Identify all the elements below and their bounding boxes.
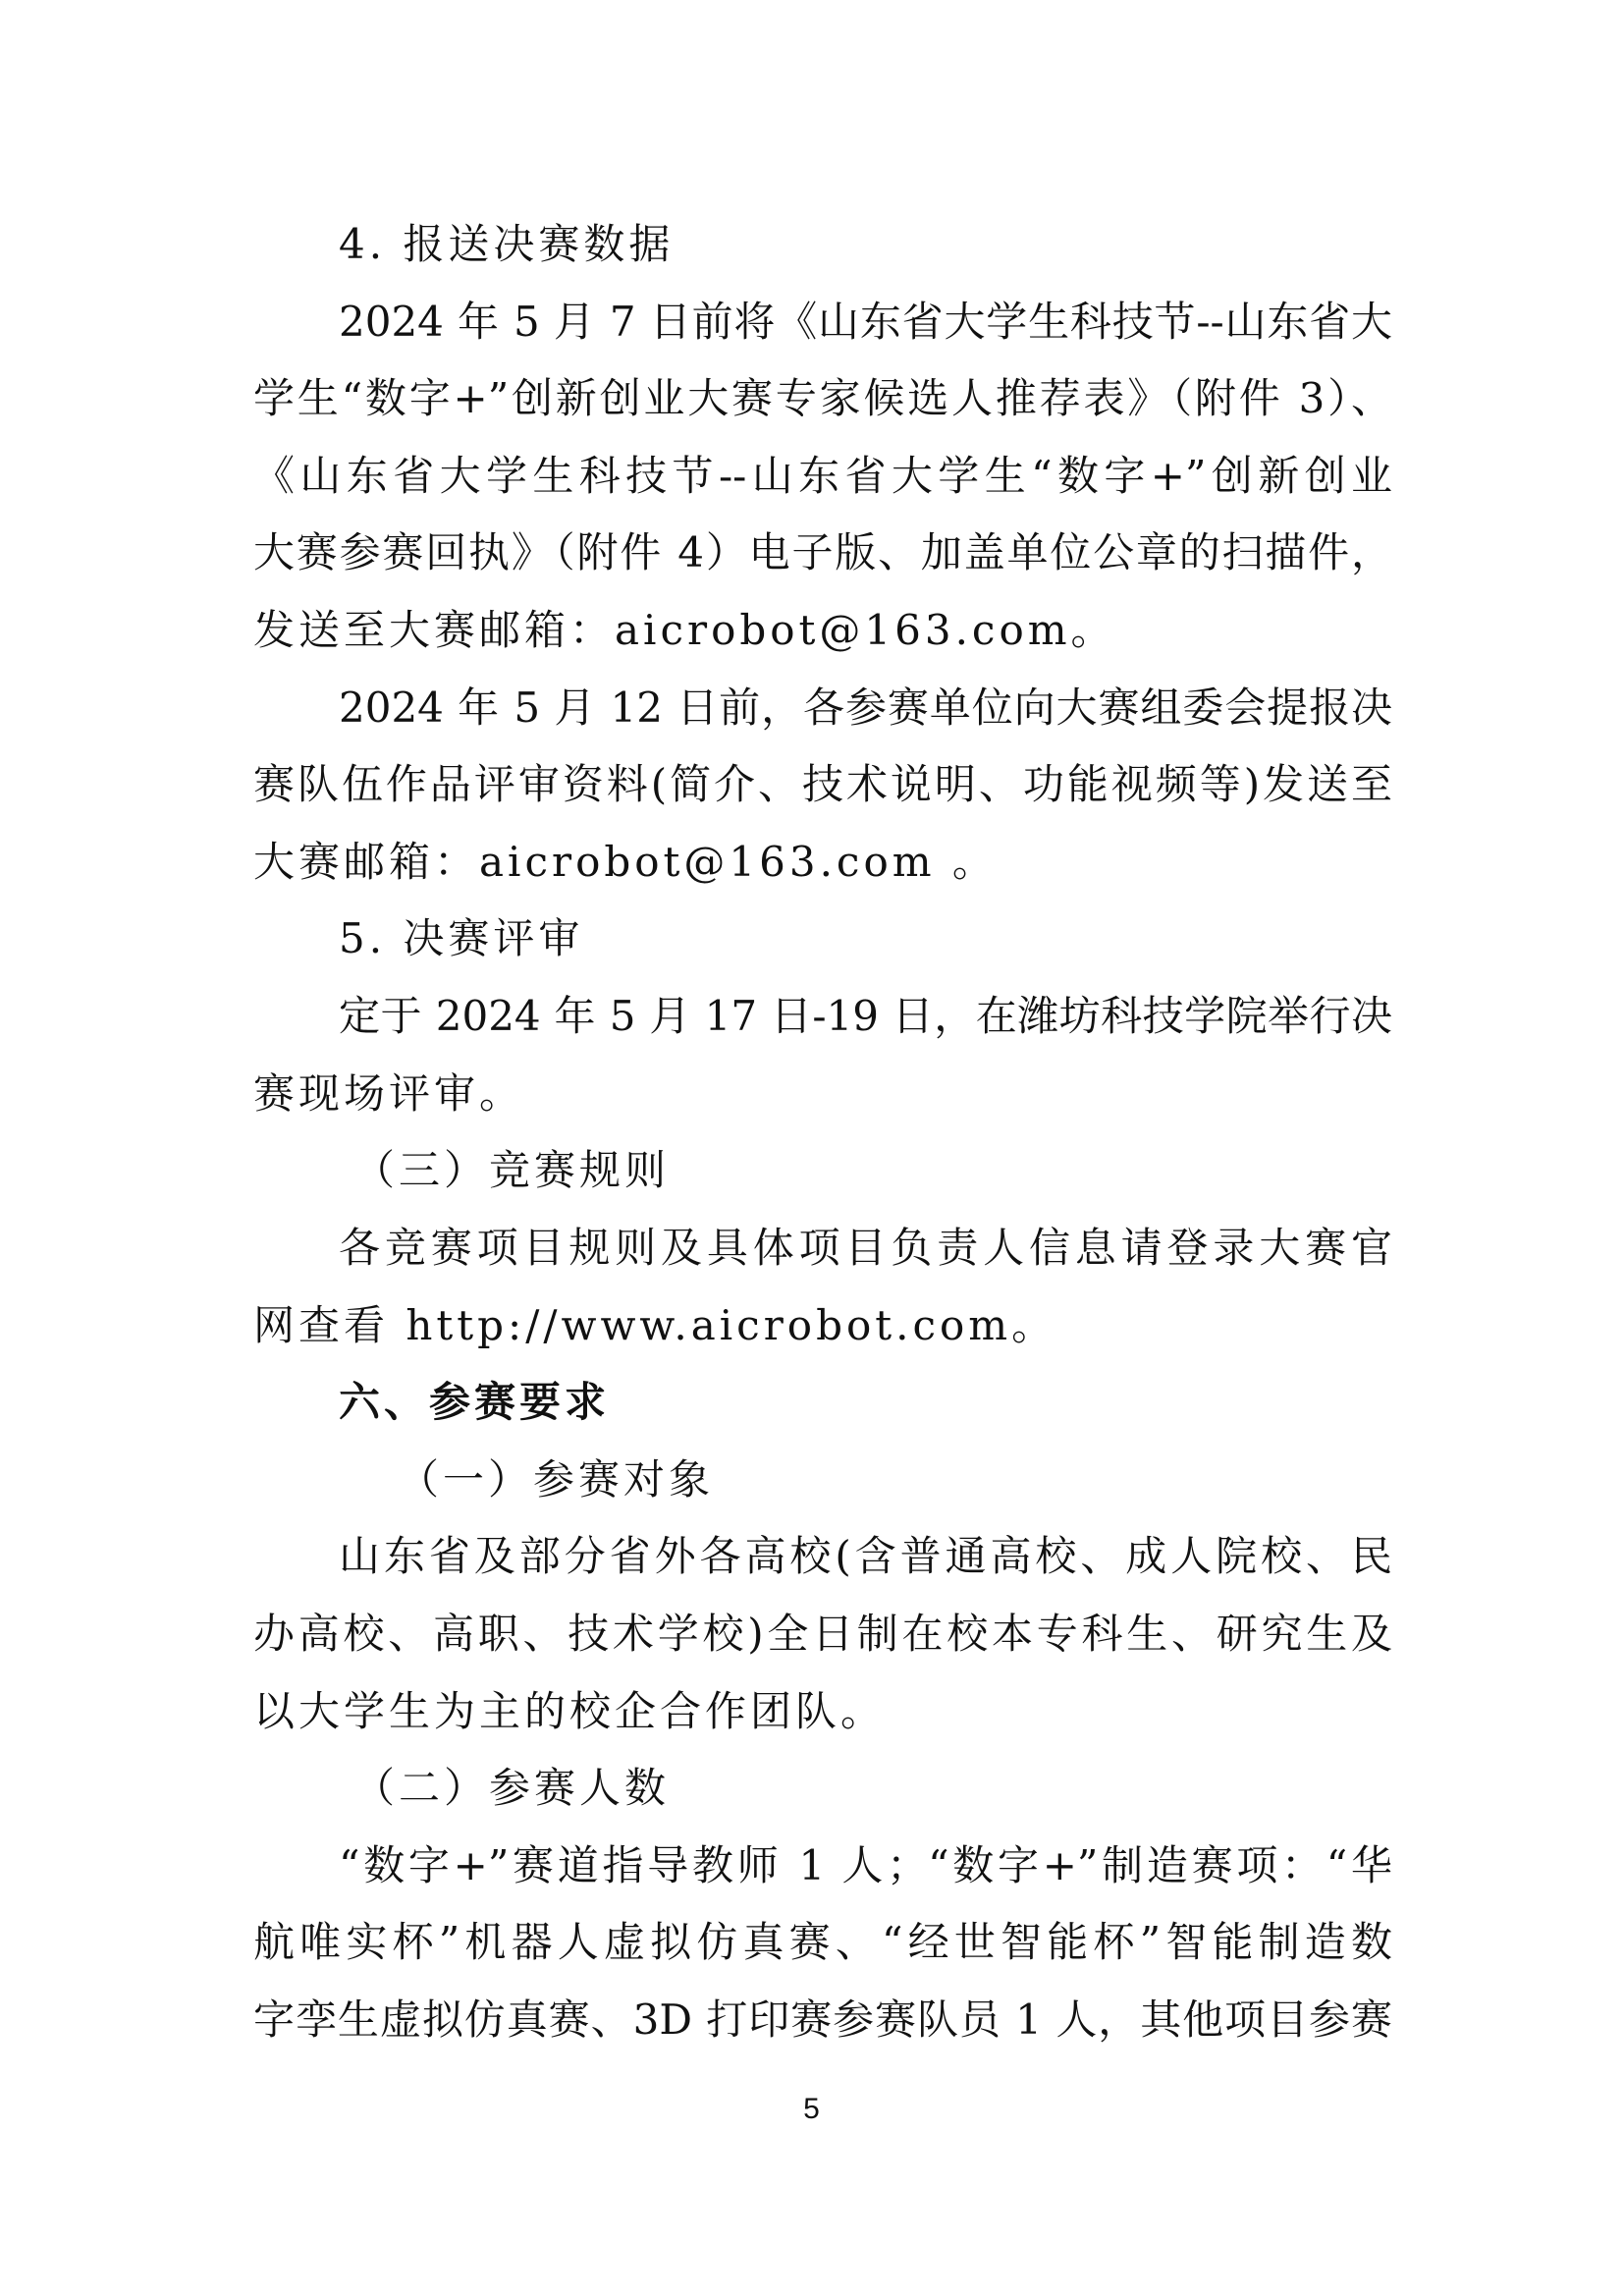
subheading-submit-final-data: 4. 报送决赛数据: [339, 220, 675, 268]
paragraph-line: 赛队伍作品评审资料(简介、技术说明、功能视频等)发送至: [253, 760, 1392, 808]
paragraph-line: 航唯实杯”机器人虚拟仿真赛、“经世智能杯”智能制造数: [253, 1918, 1392, 1966]
paragraph-line: 发送至大赛邮箱：aicrobot@163.com。: [253, 606, 1116, 654]
paragraph-line: 以大学生为主的校企合作团队。: [253, 1687, 887, 1735]
paragraph-line: 网查看 http://www.aicrobot.com。: [253, 1301, 1057, 1349]
paragraph-line: 字孪生虚拟仿真赛、3D 打印赛参赛队员 1 人，其他项目参赛: [253, 1995, 1392, 2044]
paragraph-line: 赛现场评审。: [253, 1069, 525, 1118]
subheading-final-review: 5. 决赛评审: [339, 914, 584, 962]
paragraph-line: 定于 2024 年 5 月 17 日-19 日，在潍坊科技学院举行决: [339, 992, 1392, 1040]
paragraph-line: 大赛邮箱：aicrobot@163.com 。: [253, 838, 998, 886]
subheading-participants: （一）参赛对象: [398, 1455, 715, 1503]
paragraph-line: 山东省及部分省外各高校(含普通高校、成人院校、民: [339, 1532, 1392, 1580]
paragraph-line: 2024 年 5 月 12 日前，各参赛单位向大赛组委会提报决: [339, 683, 1392, 732]
subheading-team-size: （二）参赛人数: [353, 1764, 671, 1812]
paragraph-line: 学生“数字+”创新创业大赛专家候选人推荐表》（附件 3）、: [253, 374, 1392, 422]
page-number: 5: [803, 2093, 820, 2125]
subheading-competition-rules: （三）竞赛规则: [353, 1146, 671, 1194]
section-heading-participation-requirements: 六、参赛要求: [339, 1378, 611, 1426]
paragraph-line: 大赛参赛回执》（附件 4）电子版、加盖单位公章的扫描件，: [253, 528, 1392, 576]
paragraph-line: “数字+”赛道指导教师 1 人；“数字+”制造赛项：“华: [339, 1841, 1392, 1889]
paragraph-line: 办高校、高职、技术学校)全日制在校本专科生、研究生及: [253, 1610, 1392, 1658]
paragraph-line: 《山东省大学生科技节--山东省大学生“数字+”创新创业: [253, 452, 1392, 500]
paragraph-line: 各竞赛项目规则及具体项目负责人信息请登录大赛官: [339, 1224, 1392, 1272]
paragraph-line: 2024 年 5 月 7 日前将《山东省大学生科技节--山东省大: [339, 298, 1392, 346]
